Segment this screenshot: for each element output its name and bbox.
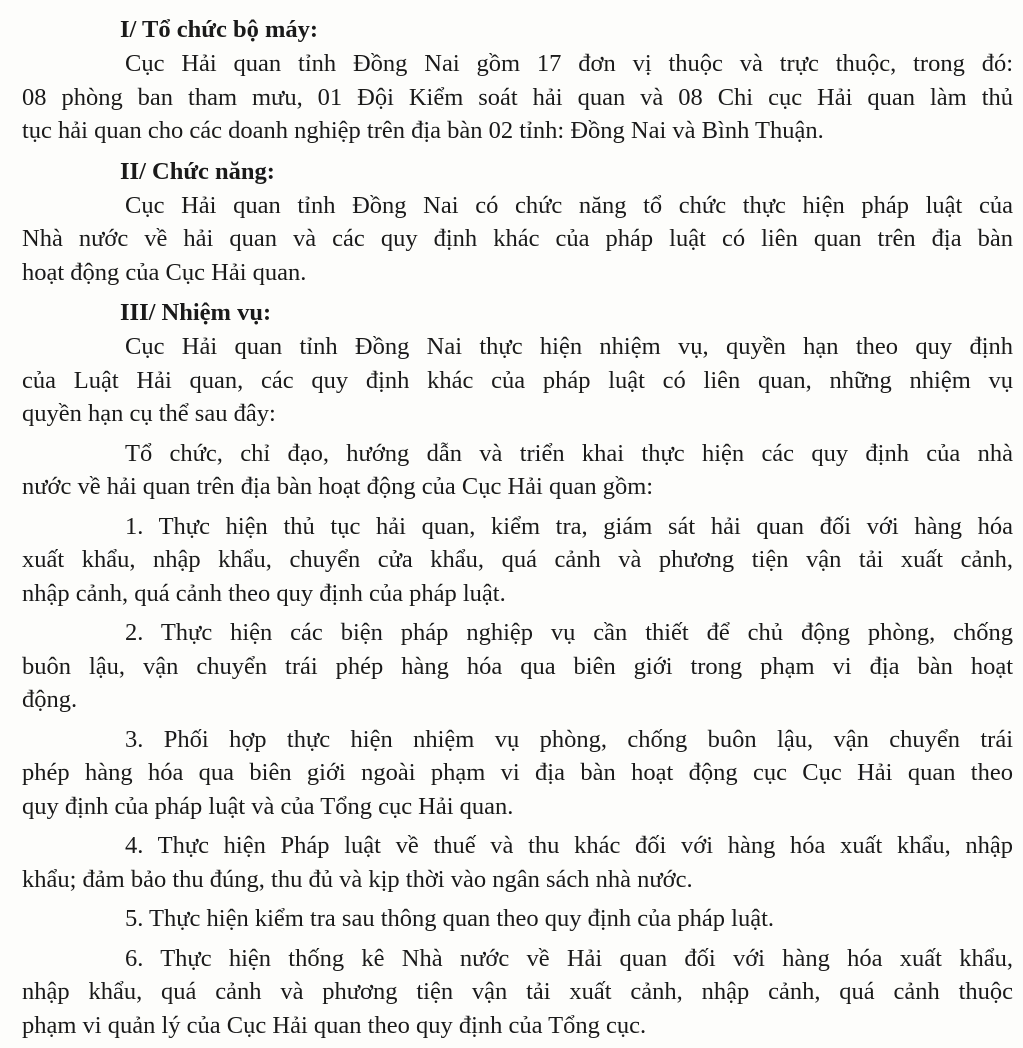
text-line: hoạt động của Cục Hải quan.	[22, 258, 307, 286]
text-line: phép hàng hóa qua biên giới ngoài phạm vi địa bàn hoạt động cục Cục Hải quan theo	[22, 759, 1013, 786]
section	[22, 295, 1013, 1042]
paragraph	[22, 437, 1013, 504]
text-line: Cục Hải quan tỉnh Đồng Nai gồm 17 đơn vị thuộc và trực thuộc, trong đó:	[125, 50, 1013, 77]
section-heading: III/ Nhiệm vụ:	[120, 299, 272, 326]
text-line: 1. Thực hiện thủ tục hải quan, kiểm tra, giám sát hải quan đối với hàng hóa	[125, 512, 1013, 540]
text-line: động.	[22, 686, 78, 713]
section-heading: II/ Chức năng:	[120, 157, 275, 185]
text-line: 4. Thực hiện Pháp luật về thuế và thu khác đối với hàng hóa xuất khẩu, nhập	[125, 832, 1013, 859]
text-line: Nhà nước về hải quan và các quy định khác của pháp luật có liên quan trên địa bàn	[22, 225, 1013, 252]
paragraph	[22, 723, 1013, 824]
document-page	[22, 8, 1013, 1048]
text-line: 3. Phối hợp thực hiện nhiệm vụ phòng, chống buôn lậu, vận chuyển trái	[125, 725, 1013, 753]
text-line: Tổ chức, chỉ đạo, hướng dẫn và triển khai thực hiện các quy định của nhà	[125, 439, 1013, 467]
section-heading: I/ Tổ chức bộ máy:	[120, 16, 319, 43]
paragraph	[22, 510, 1013, 611]
text-line: Cục Hải quan tỉnh Đồng Nai thực hiện nhiệm vụ, quyền hạn theo quy định	[125, 333, 1013, 360]
text-line: của Luật Hải quan, các quy định khác của pháp luật có liên quan, những nhiệm vụ	[22, 366, 1013, 394]
paragraph	[22, 942, 1013, 1043]
paragraph	[22, 616, 1013, 717]
text-line: nhập khẩu, quá cảnh và phương tiện vận tải xuất cảnh, nhập cảnh, quá cảnh thuộc	[22, 978, 1013, 1005]
text-line: nước về hải quan trên địa bàn hoạt động của Cục Hải quan gồm:	[22, 473, 654, 500]
text-line: xuất khẩu, nhập khẩu, chuyển cửa khẩu, quá cảnh và phương tiện vận tải xuất cảnh,	[22, 546, 1013, 573]
text-line: khẩu; đảm bảo thu đúng, thu đủ và kịp thời vào ngân sách nhà nước.	[22, 865, 693, 893]
text-line: nhập cảnh, quá cảnh theo quy định của pháp luật.	[22, 579, 506, 607]
paragraph	[22, 902, 1013, 936]
section	[22, 12, 1013, 148]
text-line: Cục Hải quan tỉnh Đồng Nai có chức năng tổ chức thực hiện pháp luật của	[125, 191, 1013, 219]
section	[22, 154, 1013, 290]
text-line: quy định của pháp luật và của Tổng cục Hải quan.	[22, 792, 514, 820]
text-line: 6. Thực hiện thống kê Nhà nước về Hải quan đối với hàng hóa xuất khẩu,	[125, 944, 1013, 972]
text-line: 08 phòng ban tham mưu, 01 Đội Kiểm soát hải quan và 08 Chi cục Hải quan làm thủ	[22, 83, 1013, 111]
text-line: buôn lậu, vận chuyển trái phép hàng hóa qua biên giới trong phạm vi địa bàn hoạt	[22, 652, 1013, 680]
paragraph	[22, 189, 1013, 290]
paragraph	[22, 330, 1013, 431]
paragraph	[22, 47, 1013, 148]
text-line: phạm vi quản lý của Cục Hải quan theo quy định của Tổng cục.	[22, 1011, 647, 1039]
text-line: 5. Thực hiện kiểm tra sau thông quan theo quy định của pháp luật.	[125, 905, 774, 932]
text-line: tục hải quan cho các doanh nghiệp trên địa bàn 02 tỉnh: Đồng Nai và Bình Thuận.	[22, 117, 824, 144]
text-line: quyền hạn cụ thể sau đây:	[22, 400, 276, 427]
paragraph	[22, 829, 1013, 896]
text-line: 2. Thực hiện các biện pháp nghiệp vụ cần thiết để chủ động phòng, chống	[125, 619, 1013, 646]
